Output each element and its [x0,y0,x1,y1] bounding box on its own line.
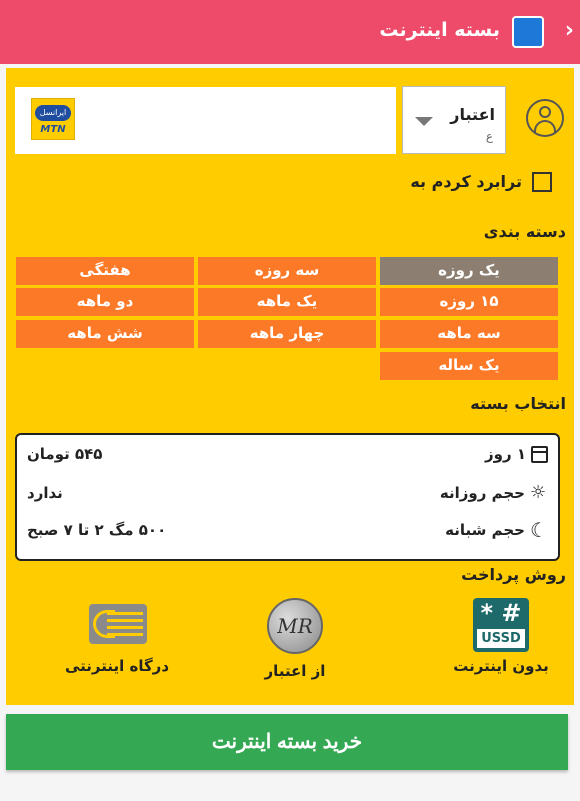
package-duration-key [485,445,548,463]
ussd-symbols: * # [480,599,522,627]
package-night-label: حجم شبانه [445,521,525,539]
package-daily-key [440,484,548,502]
category-button-6month[interactable]: شش ماهه [16,320,194,348]
category-heading: دسته بندی [483,222,566,241]
package-price: ۵۴۵ تومان [27,445,103,463]
operator-logo-fa: ایرانسل [35,105,71,121]
payment-option-credit-label: از اعتبار [264,662,326,680]
sim-type-value: اعتبار [450,105,495,124]
gateway-card-icon [89,604,147,644]
ussd-word: USSD [477,629,525,648]
package-night-key [445,521,548,539]
operator-logo [31,98,75,140]
package-heading: انتخاب بسته [470,394,566,413]
user-shoulders-shape [534,120,556,133]
category-button-4month[interactable]: چهار ماهه [198,320,376,348]
category-button-3month[interactable]: سه ماهه [380,320,558,348]
sim-type-select[interactable] [402,86,506,154]
calendar-icon [531,446,548,463]
user-head-shape [539,106,551,118]
operator-logo-en: MTN [40,124,66,135]
buy-package-button[interactable]: خرید بسته اینترنت [6,714,568,770]
category-button-1year[interactable]: یک ساله [380,352,558,380]
package-duration-row [17,441,558,473]
package-daily-label: حجم روزانه [439,484,525,502]
back-icon[interactable]: ‹ [564,18,574,43]
package-duration: ۱ روز [485,445,526,463]
payment-option-ussd[interactable] [436,596,566,686]
main-panel [6,68,574,705]
app-logo-icon [512,16,544,48]
package-night-row [17,517,558,549]
package-daily-row [17,480,558,512]
gateway-stripe-1 [107,612,143,615]
credit-coin-icon [267,598,323,654]
category-button-2month[interactable]: دو ماهه [16,288,194,316]
category-button-weekly[interactable]: هفتگی [16,257,194,285]
package-card[interactable] [15,433,560,561]
gateway-stripe-4 [107,633,143,636]
page-title: بسته اینترنت [379,19,500,41]
payment-option-credit[interactable] [230,598,360,688]
category-button-1day[interactable]: یک روزه [380,257,558,285]
sun-icon [530,484,548,502]
payment-option-ussd-label: بدون اینترنت [453,657,549,675]
contact-picker-icon[interactable] [526,99,564,137]
category-button-1month[interactable]: یک ماهه [198,288,376,316]
package-night-value: ۵۰۰ مگ ۲ تا ۷ صبح [27,521,167,539]
package-daily-value: ندارد [27,484,63,502]
payment-option-gateway[interactable] [52,596,182,686]
app-header [0,0,580,64]
payment-option-gateway-label: درگاه اینترنتی [64,657,170,675]
payment-heading: روش پرداخت [461,565,566,584]
credit-coin-text: MR [277,614,313,638]
gateway-stripe-2 [107,619,143,622]
ussd-icon [473,598,529,652]
category-button-15day[interactable]: ۱۵ روزه [380,288,558,316]
roaming-checkbox[interactable] [532,172,552,192]
dropdown-arrow-icon [415,117,433,126]
sim-type-sub: ع [485,129,493,143]
moon-icon [530,521,548,539]
roaming-label: ترابرد کردم به [410,172,522,191]
gateway-stripe-3 [107,626,143,629]
category-button-3day[interactable]: سه روزه [198,257,376,285]
